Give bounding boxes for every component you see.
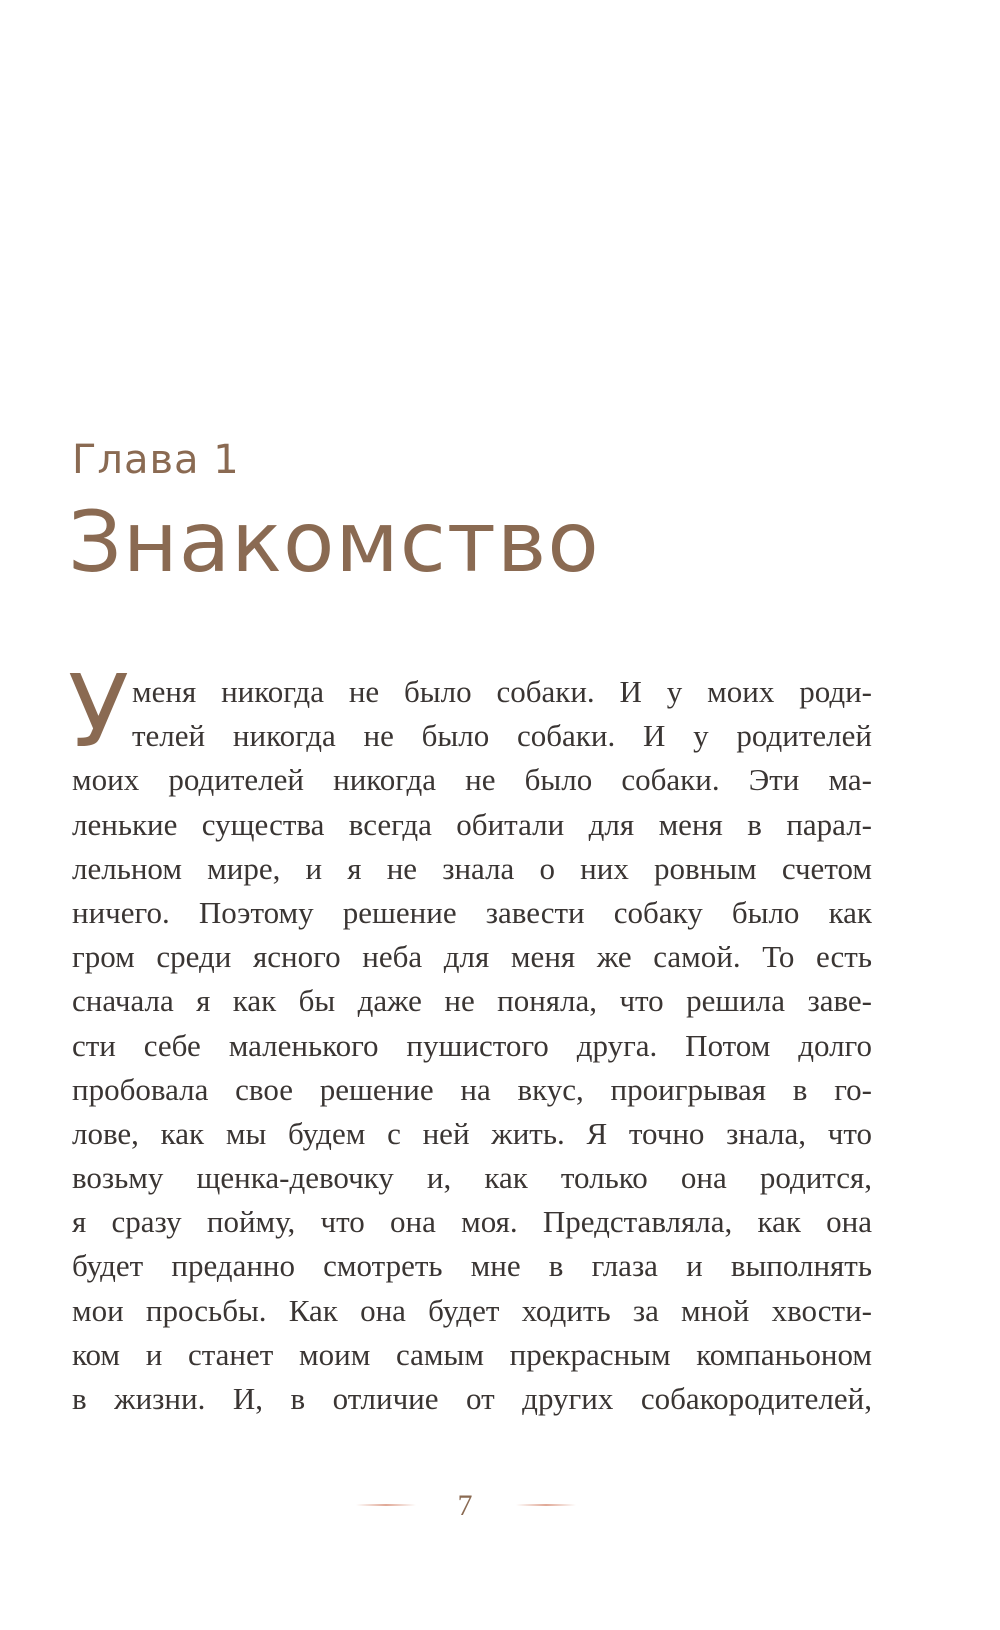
text-line: в жизни. И, в отличие от других собакородителей,: [72, 1381, 872, 1416]
text-line: лельном мире, и я не знала о них ровным счетом: [72, 850, 872, 886]
body-text: [68, 653, 872, 1421]
text-line: моих родителей никогда не было собаки. Эти ма-: [72, 762, 872, 798]
text-line: будет преданно смотреть мне в глаза и выполнять: [72, 1248, 872, 1284]
chapter-title: Знакомство: [68, 493, 600, 591]
page-number: 7: [457, 1489, 473, 1522]
chapter-label: Глава 1: [72, 437, 240, 483]
text-line: ничего. Поэтому решение завести собаку было как: [72, 894, 872, 930]
page-footer: [0, 1486, 1000, 1526]
footer-rule-left: [356, 1504, 416, 1506]
text-line: телей никогда не было собаки. И у родителей: [132, 718, 872, 754]
text-line: возьму щенка-девочку и, как только она родится,: [72, 1160, 872, 1196]
text-line: мои просьбы. Как она будет ходить за мной хвости-: [72, 1292, 872, 1328]
text-line: сначала я как бы даже не поняла, что решила заве-: [72, 983, 872, 1019]
text-line: пробовала свое решение на вкус, проигрывая в го-: [72, 1071, 872, 1107]
text-line: ленькие существа всегда обитали для меня в парал-: [72, 806, 872, 842]
text-line: меня никогда не было собаки. И у моих роди-: [132, 674, 872, 709]
text-line: лове, как мы будем с ней жить. Я точно знала, что: [72, 1115, 872, 1151]
text-line: гром среди ясного неба для меня же самой. То есть: [72, 939, 872, 975]
text-line: сти себе маленького пушистого друга. Потом долго: [72, 1027, 872, 1063]
text-line: ком и станет моим самым прекрасным компаньоном: [72, 1336, 872, 1372]
dropcap: У: [68, 653, 129, 770]
text-line: я сразу пойму, что она моя. Представляла, как она: [72, 1204, 872, 1240]
footer-rule-right: [516, 1504, 576, 1506]
